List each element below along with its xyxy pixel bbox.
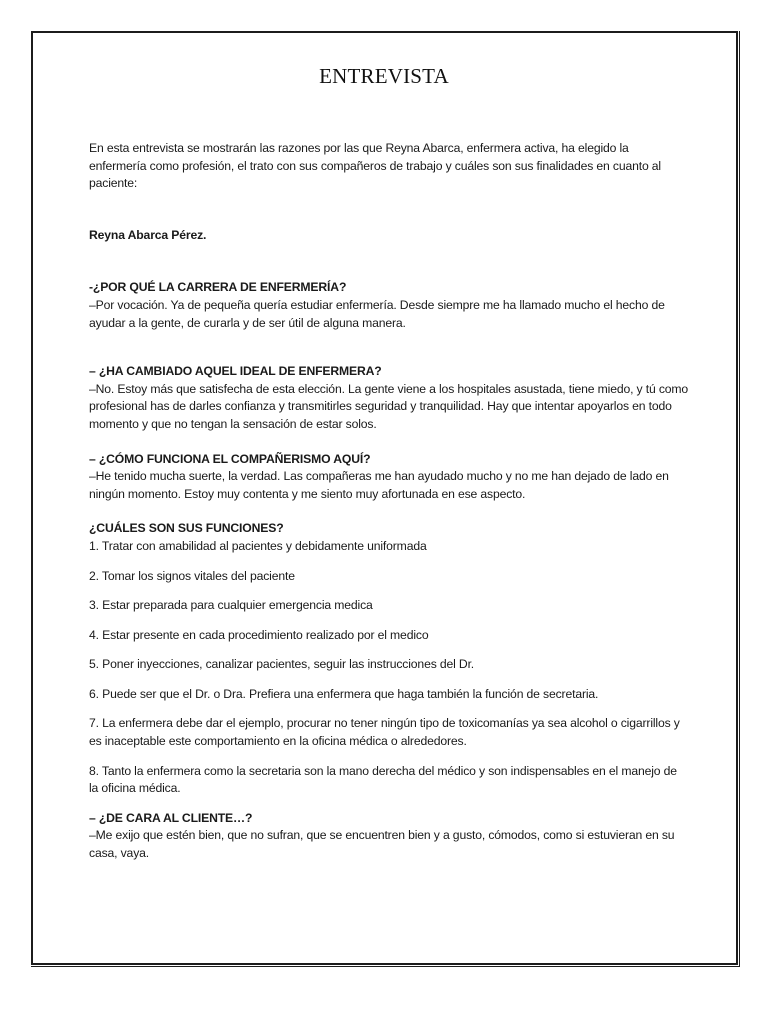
- question: – ¿DE CARA AL CLIENTE…?: [89, 810, 253, 825]
- function-item: 3. Estar preparada para cualquier emergencia medica: [89, 598, 373, 613]
- answer: –Me exijo que estén bien, que no sufran, que se encuentren bien y a gusto, cómodos, como si estuvieran en su casa, vaya.: [89, 828, 675, 861]
- document-body: [89, 140, 689, 880]
- intro-paragraph: En esta entrevista se mostrarán las razones por las que Reyna Abarca, enfermera activa, ha elegido la enfermería como profesión, el trato con sus compañeros de trabajo y cuáles son sus finalidades en cuanto al paciente:: [89, 141, 661, 191]
- answer: –He tenido mucha suerte, la verdad. Las compañeras me han ayudado mucho y no me han dejado de lado en ningún momento. Estoy muy contenta y me siento muy afortunada en ese aspecto.: [89, 469, 669, 501]
- answer: –No. Estoy más que satisfecha de esta elección. La gente viene a los hospitales asustada, tiene miedo, y tú como profesional has de darles confianza y transmitirles seguridad y tranquilidad. Hay que intentar apoyarlos en todo momento y que no tengan la sensación de estar solos.: [89, 381, 689, 431]
- function-item: 1. Tratar con amabilidad al pacientes y debidamente uniformada: [89, 538, 427, 553]
- question: -¿POR QUÉ LA CARRERA DE ENFERMERÍA?: [89, 280, 347, 295]
- functions-heading: ¿CUÁLES SON SUS FUNCIONES?: [89, 521, 284, 536]
- document-title: ENTREVISTA: [319, 64, 449, 88]
- function-item: 7. La enfermera debe dar el ejemplo, procurar no tener ningún tipo de toxicomanías ya sea alcohol o cigarrillos y es inaceptable este comportamiento en la oficina médica o alrededores.: [89, 716, 680, 749]
- question: – ¿HA CAMBIADO AQUEL IDEAL DE ENFERMERA?: [89, 364, 382, 379]
- question: – ¿CÓMO FUNCIONA EL COMPAÑERISMO AQUÍ?: [89, 451, 371, 466]
- answer: –Por vocación. Ya de pequeña quería estudiar enfermería. Desde siempre me ha llamado mucho el hecho de ayudar a la gente, de curarla y de ser útil de alguna manera.: [89, 297, 665, 330]
- qa-block: [89, 451, 689, 504]
- qa-block: [89, 279, 689, 332]
- function-item: 8. Tanto la enfermera como la secretaria son la mano derecha del médico y son indispensables en el manejo de la oficina médica.: [89, 763, 677, 796]
- functions-section: [89, 520, 689, 798]
- function-item: 6. Puede ser que el Dr. o Dra. Prefiera una enfermera que haga también la función de secretaria.: [89, 686, 599, 701]
- qa-block: [89, 363, 689, 433]
- qa-block-closing: [89, 810, 689, 863]
- function-item: 5. Poner inyecciones, canalizar pacientes, seguir las instrucciones del Dr.: [89, 657, 475, 672]
- function-item: 4. Estar presente en cada procedimiento realizado por el medico: [89, 627, 429, 642]
- interviewee-name: Reyna Abarca Pérez.: [89, 227, 207, 242]
- function-item: 2. Tomar los signos vitales del paciente: [89, 568, 295, 583]
